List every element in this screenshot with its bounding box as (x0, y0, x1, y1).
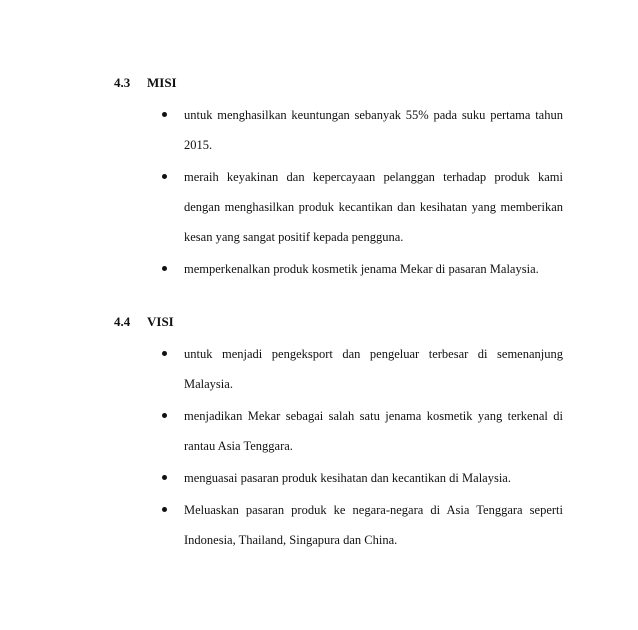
list-item (160, 339, 563, 399)
list-item (160, 401, 563, 461)
section-number: 4.4 (114, 314, 131, 329)
bullet-icon (162, 112, 167, 117)
list-item (160, 463, 563, 493)
bullet-icon (162, 174, 167, 179)
section-heading-misi (114, 75, 177, 91)
list-item (160, 254, 563, 284)
list-item-text: untuk menjadi pengeksport dan pengeluar terbesar di semenanjung Malaysia. (184, 347, 563, 391)
bullet-icon (162, 507, 167, 512)
list-item-text: memperkenalkan produk kosmetik jenama Mekar di pasaran Malaysia. (184, 262, 539, 276)
list-item-text: meraih keyakinan dan kepercayaan pelanggan terhadap produk kami dengan menghasilkan produk kecantikan dan kesihatan yang memberikan kesan yang sangat positif kepada pengguna. (184, 170, 563, 244)
bullet-icon (162, 351, 167, 356)
bullet-icon (162, 475, 167, 480)
list-item-text: Meluaskan pasaran produk ke negara-negara di Asia Tenggara seperti Indonesia, Thailand, Singapura dan China. (184, 503, 563, 547)
section-title: MISI (147, 75, 177, 90)
section-number: 4.3 (114, 75, 131, 90)
section-title: VISI (147, 314, 174, 329)
list-item (160, 162, 563, 252)
section-heading-visi (114, 314, 174, 330)
visi-list (160, 339, 563, 557)
list-item-text: menjadikan Mekar sebagai salah satu jenama kosmetik yang terkenal di rantau Asia Tenggara. (184, 409, 563, 453)
list-item (160, 100, 563, 160)
list-item-text: untuk menghasilkan keuntungan sebanyak 55% pada suku pertama tahun 2015. (184, 108, 563, 152)
list-item (160, 495, 563, 555)
misi-list (160, 100, 563, 286)
bullet-icon (162, 266, 167, 271)
bullet-icon (162, 413, 167, 418)
list-item-text: menguasai pasaran produk kesihatan dan kecantikan di Malaysia. (184, 471, 511, 485)
